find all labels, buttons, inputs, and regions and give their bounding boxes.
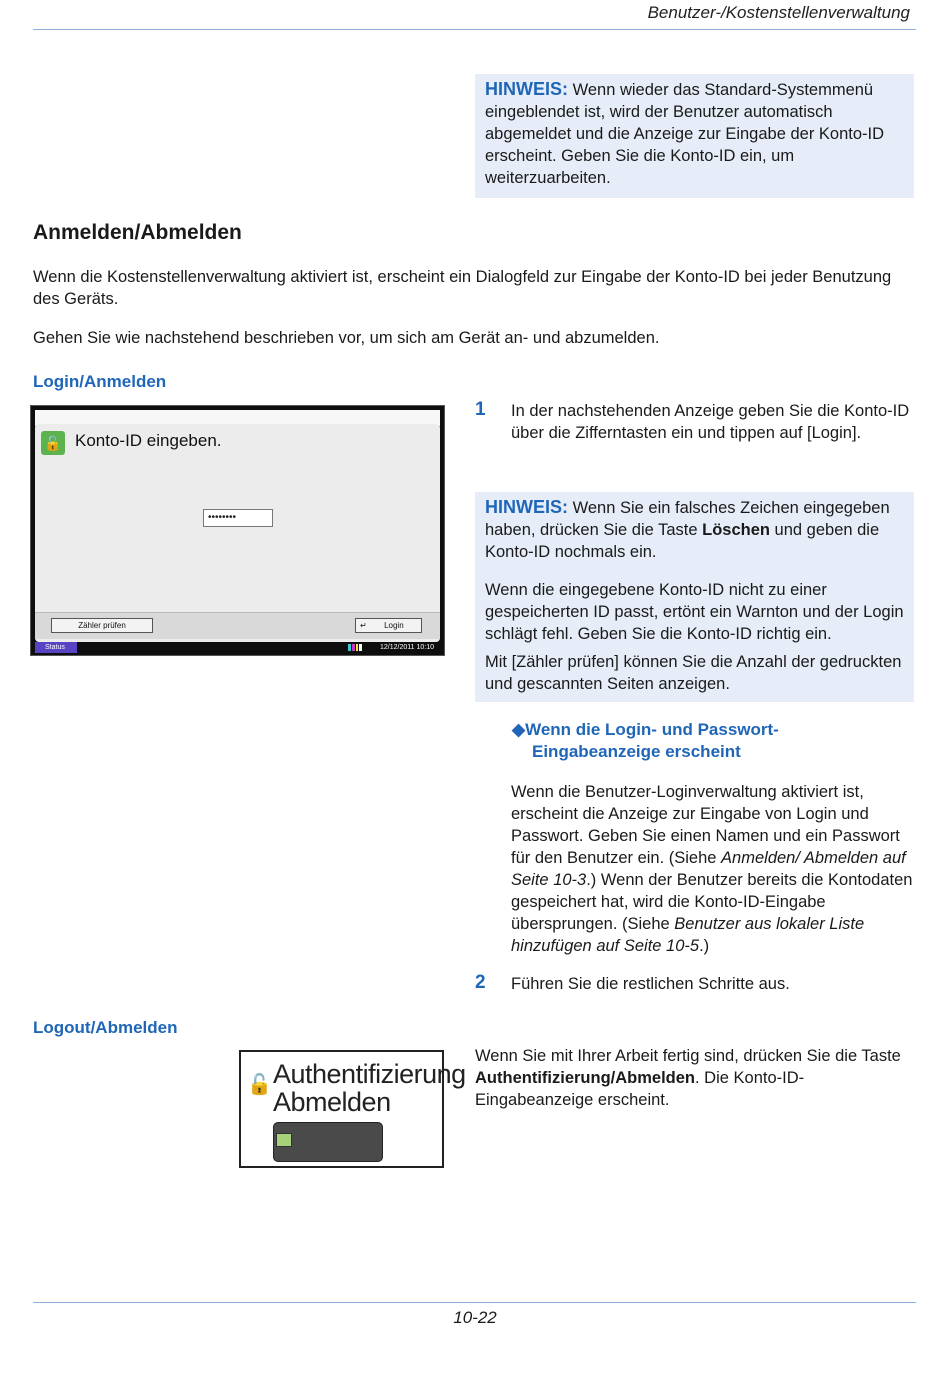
step-text: Führen Sie die restlichen Schritte aus. [511,975,790,993]
status-datetime: 12/12/2011 10:10 [380,644,434,651]
header-rule [33,29,916,30]
status-bar [35,642,440,653]
note-paragraph [485,496,904,563]
account-id-input[interactable]: •••••••• [203,509,273,527]
counter-check-button[interactable]: Zähler prüfen [51,618,153,633]
key-led-indicator [276,1133,292,1147]
login-screen-image [30,405,445,656]
logout-heading: Logout/Abmelden [33,1018,178,1037]
authentication-key-image [239,1050,466,1168]
note-label: HINWEIS: [485,497,568,517]
screen-title: Konto-ID eingeben. [75,431,222,450]
note-paragraph [485,78,904,189]
screen-panel [35,424,440,642]
section-intro: Wenn die Kostenstellenverwaltung aktiviert ist, erscheint ein Dialogfeld zur Eingabe der Konto-ID bei jeder Benutzung des Geräts. [33,268,892,308]
note-box-standard-menu [475,74,914,198]
section-instruction: Gehen Sie wie nachstehend beschrieben vor, um sich am Gerät an- und abzumelden. [33,329,660,347]
page-number: 10-22 [453,1308,497,1327]
login-button[interactable] [355,618,422,633]
note-paragraph-2: Wenn die eingegebene Konto-ID nicht zu einer gespeicherten ID passt, ertönt ein Warnton und der Login schlägt fehl. Geben Sie die Konto-ID richtig ein. [485,581,904,643]
status-button[interactable]: Status [35,642,77,653]
logout-text [475,1045,915,1111]
key-label [273,1060,466,1116]
logout-key-name: Authentifizierung/Abmelden [475,1069,695,1087]
running-header: Benutzer-/Kostenstellenverwaltung [647,3,910,22]
note-text: Wenn Sie ein falsches Zeichen eingegeben haben, drücken Sie die Taste [485,499,890,539]
key-label-line1: Authentifizierung [273,1059,466,1089]
sub-heading-line1: Wenn die Login- und Passwort- [525,720,779,739]
sub-heading [512,719,779,763]
unlock-icon: 🔓 [247,1074,272,1096]
key-label-line2: Abmelden [273,1087,391,1117]
logout-text-end: . Die Konto-ID-Eingabeanzeige erscheint. [475,1069,805,1109]
step-text: In der nachstehenden Anzeige geben Sie die Konto-ID über die Zifferntasten ein und tippen auf [Login]. [511,402,910,442]
logout-text-start: Wenn Sie mit Ihrer Arbeit fertig sind, drücken Sie die Taste [475,1047,901,1065]
sub-text: .) [699,937,710,955]
cross-reference-2[interactable]: Benutzer aus lokaler Liste hinzufügen auf Seite 10-5 [511,915,865,955]
step-number: 1 [475,399,486,420]
note-paragraph-3: Mit [Zähler prüfen] können Sie die Anzahl der gedruckten und gescannten Seiten anzeigen. [485,653,902,693]
note-text: Wenn wieder das Standard-Systemmenü eingeblendet ist, wird der Benutzer automatisch abgemeldet und die Anzeige zur Eingabe der Konto-ID erscheint. Geben Sie die Konto-ID ein, um weiterzuarbeiten. [485,81,885,187]
step-number: 2 [475,972,486,993]
login-heading: Login/Anmelden [33,372,167,391]
sub-paragraph [511,781,913,957]
sub-text: .) Wenn der Benutzer bereits die Kontodaten gespeichert hat, wird die Konto-ID-Eingabe übersprungen. (Siehe [511,871,913,933]
cross-reference-1[interactable]: Anmelden/ Abmelden auf Seite 10-3 [511,849,906,889]
note-key-name: Löschen [702,521,770,539]
footer-rule [33,1302,916,1303]
note-text-end: und geben die Konto-ID nochmals ein. [485,521,880,561]
section-title: Anmelden/Abmelden [33,221,242,244]
unlock-icon: 🔓 [41,431,65,455]
authentication-logout-key[interactable] [273,1122,383,1162]
login-button-label: Login [384,621,404,630]
sub-text: Wenn die Benutzer-Loginverwaltung aktiviert ist, erscheint die Anzeige zur Eingabe von Login und Passwort. Geben Sie einen Namen und ein Passwort für den Benutzer ein. (Siehe [511,783,900,867]
enter-icon: ↵ [360,621,367,630]
note-label: HINWEIS: [485,79,568,99]
sub-heading-line2: Eingabeanzeige erscheint [532,742,741,761]
diamond-bullet-icon: ◆ [512,720,526,739]
note-box-login [475,492,914,702]
toner-level-icon [348,644,362,651]
screen-button-bar [35,612,440,639]
